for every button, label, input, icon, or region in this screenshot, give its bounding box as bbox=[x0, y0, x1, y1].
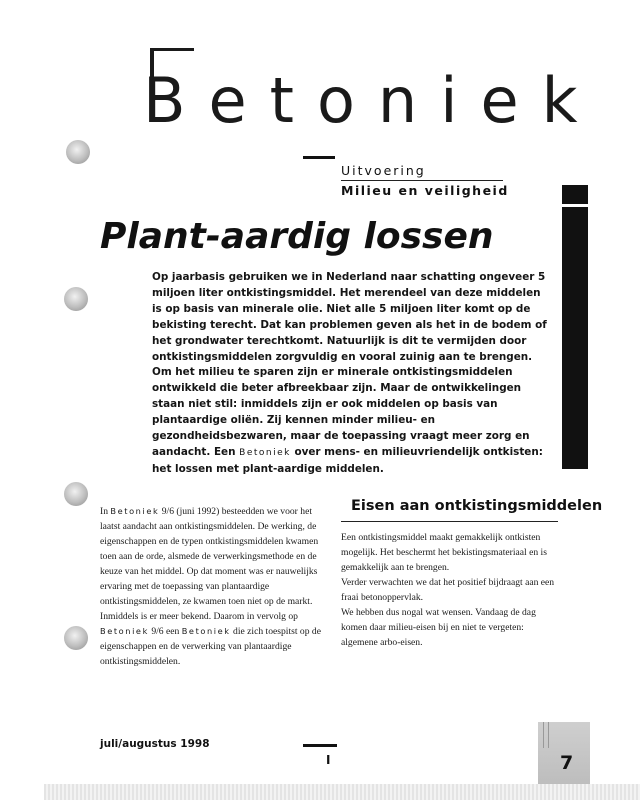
article-title: Plant-aardig lossen bbox=[100, 216, 494, 257]
section-label-primary: Uitvoering bbox=[341, 163, 426, 178]
right-column-heading: Eisen aan ontkistingsmiddelen bbox=[351, 498, 603, 514]
left-paragraph bbox=[100, 504, 324, 669]
intro-text-1: Op jaarbasis gebruiken we in Nederland naar schatting ongeveer 5 miljoen liter ontkistingsmiddel. Het merendeel van deze middelen is op basis van minerale olie. Niet alle 5 miljoen liter komt op de bekisting terecht. Dat kan problemen geven als het in de bodem of het grondwater terechtkomt. Natuurlijk is dit te vermijden door ontkistingsmiddelen zorgvuldig en vooral zuinig aan te brengen. Om het milieu te sparen zijn er minerale ontkistingsmiddelen ontwikkeld die beter afbreekbaar zijn. Maar de ontwikkelingen staan niet stil: inmiddels zijn er ook middelen op basis van plantaardige oliën. Zij kennen minder milieu- en gezondheidsbezwaren, maar de toepassing vraagt meer zorg en aandacht. Een bbox=[152, 271, 547, 458]
section-dash bbox=[303, 156, 335, 159]
punch-hole-icon bbox=[64, 626, 88, 650]
left-brand-1: Betoniek bbox=[110, 506, 160, 516]
right-column bbox=[341, 530, 561, 650]
left-column bbox=[100, 504, 324, 669]
left-text-1: In bbox=[100, 506, 108, 517]
right-column-divider bbox=[341, 521, 558, 522]
intro-text-2: over mens- en milieuvriendelijk ontkisten: het lossen met plant-aardige middelen. bbox=[152, 445, 543, 475]
issue-date: juli/augustus 1998 bbox=[100, 738, 210, 750]
side-tab-marker bbox=[562, 185, 588, 469]
punch-hole-icon bbox=[64, 482, 88, 506]
left-text-3: 9/6 een bbox=[151, 626, 180, 637]
left-text-4: die zich toespitst op de eigenschappen en de verwerking van plantaardige ontkistingsmiddelen. bbox=[100, 626, 321, 667]
section-divider bbox=[341, 180, 503, 181]
left-brand-2: Betoniek bbox=[100, 626, 149, 636]
left-brand-3: Betoniek bbox=[181, 626, 231, 636]
intro-brand-name: Betoniek bbox=[239, 447, 291, 458]
left-text-2: 9/6 (juni 1992) besteedden we voor het laatst aandacht aan ontkistingsmiddelen. De werking, de eigenschappen en de typen ontkistingsmiddelen kwamen toen aan de orde, alsmede de verwerkingsmethode en de keuze van het middel. Op dat moment was er nauwelijks ervaring met de toepassing van plantaardige ontkistingsmiddelen, ze kwamen toen niet op de markt. Inmiddels is er meer bekend. Daarom in vervolg op bbox=[100, 506, 319, 622]
page-number: 7 bbox=[560, 752, 574, 774]
section-label-secondary: Milieu en veiligheid bbox=[341, 183, 509, 198]
masthead-title: Betoniek bbox=[143, 64, 601, 137]
right-paragraph: We hebben dus nogal wat wensen. Vandaag de dag komen daar milieu-eisen bij en niet te vergeten: algemene arbo-eisen. bbox=[341, 607, 536, 648]
footer-dash bbox=[303, 744, 337, 747]
footer-mark: I bbox=[326, 753, 331, 767]
masthead-rule-horizontal bbox=[150, 48, 194, 51]
page-tab-lines bbox=[543, 722, 549, 748]
intro-paragraph bbox=[152, 270, 552, 478]
bottom-strip bbox=[44, 784, 640, 800]
right-paragraph: Een ontkistingsmiddel maakt gemakkelijk ontkisten mogelijk. Het beschermt het bekistingsmateriaal en is gemakkelijk aan te brengen. bbox=[341, 532, 547, 573]
right-paragraph: Verder verwachten we dat het positief bijdraagt aan een fraai betonoppervlak. bbox=[341, 577, 555, 603]
punch-hole-icon bbox=[66, 140, 90, 164]
side-tab-notch bbox=[562, 204, 588, 207]
punch-hole-icon bbox=[64, 287, 88, 311]
